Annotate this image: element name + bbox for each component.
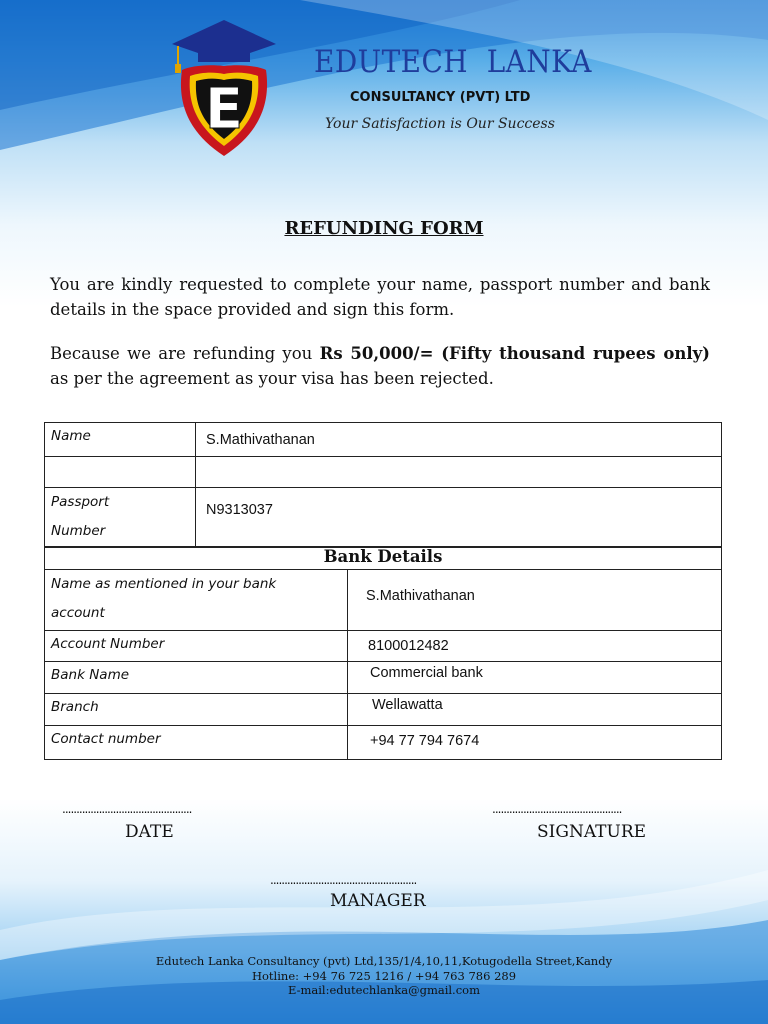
table-row bbox=[45, 457, 722, 488]
signature-label: SIGNATURE bbox=[537, 822, 647, 842]
logo-letter: E bbox=[204, 77, 244, 142]
refund-suffix: as per the agreement as your visa has been rejected. bbox=[50, 369, 494, 388]
table-row bbox=[45, 662, 722, 694]
bank-name-label: Bank Name bbox=[45, 662, 348, 694]
name-field[interactable]: S.Mathivathanan bbox=[196, 423, 722, 457]
footer-address: Edutech Lanka Consultancy (pvt) Ltd,135/1/4,10,11,Kotugodella Street,Kandy bbox=[155, 954, 613, 968]
brand-subtitle: CONSULTANCY (PVT) LTD bbox=[350, 90, 531, 105]
date-label: DATE bbox=[125, 822, 174, 842]
passport-label bbox=[45, 488, 196, 548]
account-name-field[interactable]: S.Mathivathanan bbox=[348, 570, 722, 631]
table-row bbox=[45, 694, 722, 726]
contact-number-field[interactable]: +94 77 794 7674 bbox=[348, 726, 722, 760]
blank-label-cell bbox=[45, 457, 196, 488]
footer-email: E-mail:edutechlanka@gmail.com bbox=[287, 983, 480, 997]
name-label: Name bbox=[45, 423, 196, 457]
bank-name-field[interactable]: Commercial bank bbox=[348, 662, 722, 694]
manager-line[interactable]: .................................................... bbox=[270, 873, 417, 887]
bank-details-table bbox=[44, 546, 722, 760]
account-name-label-line2: account bbox=[51, 605, 105, 621]
form-title: REFUNDING FORM bbox=[284, 218, 484, 239]
edutech-logo bbox=[168, 18, 280, 160]
footer-hotline: Hotline: +94 76 725 1216 / +94 763 786 289 bbox=[251, 968, 517, 983]
refund-prefix: Because we are refunding you bbox=[50, 344, 313, 363]
account-number-field[interactable]: 8100012482 bbox=[348, 631, 722, 662]
table-row bbox=[45, 631, 722, 662]
table-row bbox=[45, 423, 722, 457]
account-name-label-line1: Name as mentioned in your bank bbox=[51, 576, 277, 592]
refund-paragraph bbox=[50, 341, 710, 391]
signature-line[interactable]: .............................................. bbox=[492, 802, 622, 816]
passport-label-line1: Passport bbox=[51, 494, 110, 510]
footer bbox=[0, 954, 768, 998]
account-number-label: Account Number bbox=[45, 631, 348, 662]
passport-field[interactable]: N9313037 bbox=[196, 488, 722, 548]
bank-details-heading: Bank Details bbox=[45, 547, 722, 570]
branch-label: Branch bbox=[45, 694, 348, 726]
brand-tagline: Your Satisfaction is Our Success bbox=[325, 116, 555, 132]
passport-label-line2: Number bbox=[51, 523, 106, 539]
intro-paragraph: You are kindly requested to complete your name, passport number and bank details in the space provided and sign this form. bbox=[50, 275, 710, 319]
manager-label: MANAGER bbox=[330, 891, 426, 911]
blank-field[interactable] bbox=[196, 457, 722, 488]
table-row bbox=[45, 488, 722, 548]
table-row bbox=[45, 547, 722, 570]
table-row bbox=[45, 726, 722, 760]
refund-amount: Rs 50,000/= (Fifty thousand rupees only) bbox=[319, 344, 710, 363]
brand-title: EDUTECH LANKA bbox=[314, 44, 592, 80]
branch-field[interactable]: Wellawatta bbox=[348, 694, 722, 726]
personal-details-table bbox=[44, 422, 722, 548]
contact-number-label: Contact number bbox=[45, 726, 348, 760]
table-row bbox=[45, 570, 722, 631]
account-name-label bbox=[45, 570, 348, 631]
date-line[interactable]: .............................................. bbox=[62, 802, 192, 816]
